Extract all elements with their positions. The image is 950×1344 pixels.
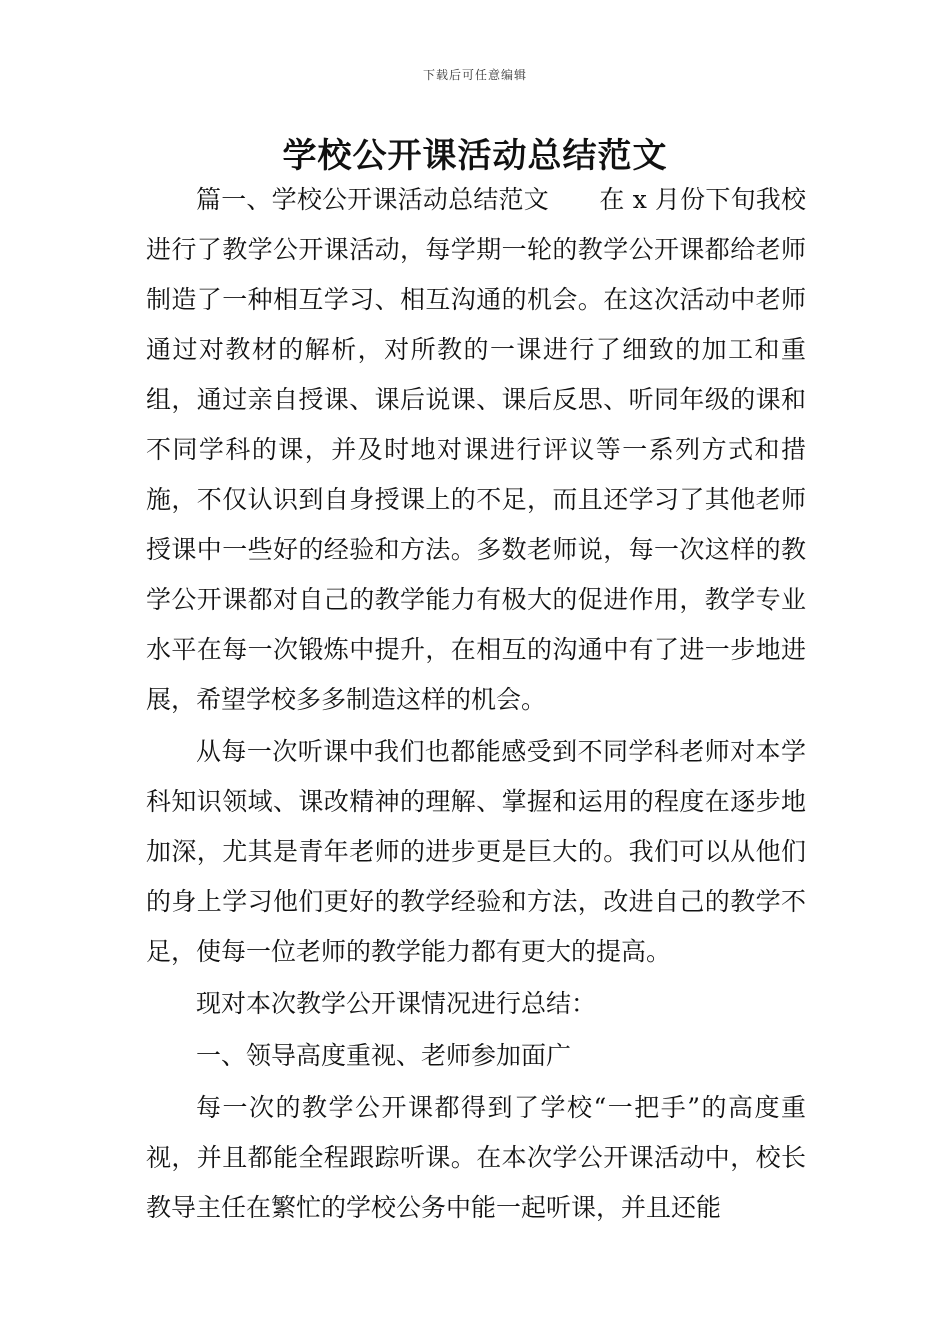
paragraph-summary-lead: 现对本次教学公开课情况进行总结： — [196, 989, 597, 1018]
document-body — [146, 175, 806, 1233]
paragraph-intro: 篇一、学校公开课活动总结范文 在 x 月份下旬我校进行了教学公开课活动，每学期一轮的教学公开课都给老师制造了一种相互学习、相互沟通的机会。在这次活动中老师通过对教材的解析，对所教的一课进行了细致的加工和重组，通过亲自授课、课后说课、课后反思、听同年级的课和不同学科的课，并及时地对课进行评议等一系列方式和措施，不仅认识到自身授课上的不足，而且还学习了其他老师授课中一些好的经验和方法。多数老师说，每一次这样的教学公开课都对自己的教学能力有极大的促进作用，教学专业水平在每一次锻炼中提升，在相互的沟通中有了进一步地进展，希望学校多多制造这样的机会。 — [146, 185, 806, 714]
header-note: 下载后可任意编辑 — [422, 68, 527, 82]
document-title: 学校公开课活动总结范文 — [282, 136, 668, 176]
section-heading-1: 一、领导高度重视、老师参加面广 — [196, 1041, 572, 1070]
paragraph-observation: 从每一次听课中我们也都能感受到不同学科老师对本学科知识领域、课改精神的理解、掌握和运用的程度在逐步地加深，尤其是青年老师的进步更是巨大的。我们可以从他们的身上学习他们更好的教学经验和方法，改进自己的教学不足，使每一位老师的教学能力都有更大的提高。 — [146, 737, 806, 966]
paragraph-leadership: 每一次的教学公开课都得到了学校“一把手”的高度重视，并且都能全程跟踪听课。在本次学公开课活动中，校长教导主任在繁忙的学校公务中能一起听课，并且还能 — [146, 1093, 806, 1222]
